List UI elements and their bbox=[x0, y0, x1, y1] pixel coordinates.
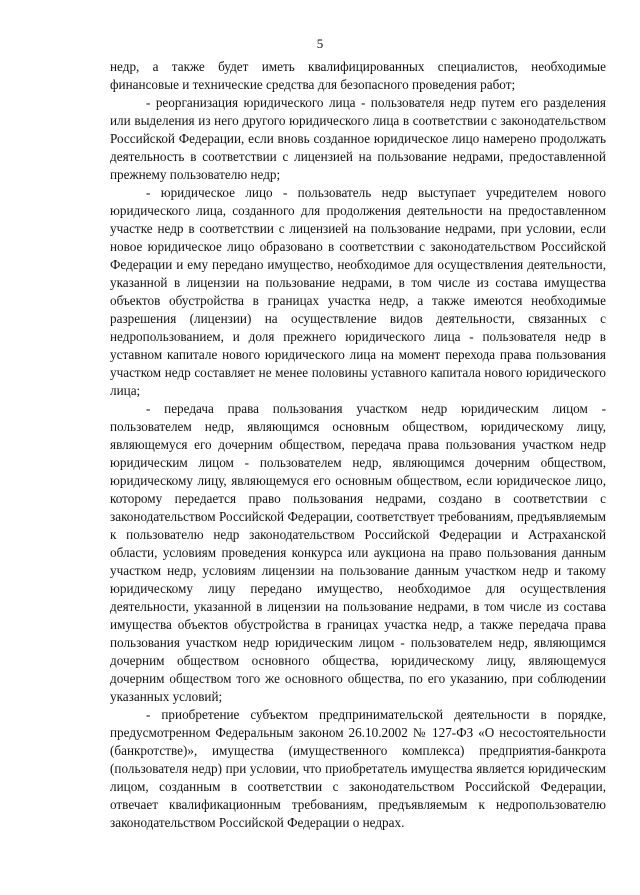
paragraph-founder: - юридическое лицо - пользователь недр выступает учредителем нового юридического лица, созданного для продолжения деятельности на предоставленном участке недр в соответствии с лицензией на пользование недрами, при условии, если новое юридическое лицо образовано в соответствии с законодательством Российской Федерации и ему передано имущество, необходимое для осуществления деятельности, указанной в лицензии на пользование недрами, в том числе из состава имущества объектов обустройства в границах участка недр, а также имеются необходимые разрешения (лицензии) на осуществление видов деятельности, связанных с недропользованием, и доля прежнего юридического лица - пользователя недр в уставном капитале нового юридического лица на момент перехода права пользования участком недр составляет не менее половины уставного капитала нового юридического лица; bbox=[110, 185, 606, 398]
paragraph-reorganization: - реорганизация юридического лица - пользователя недр путем его разделения или выделения из него другого юридического лица в соответствии с законодательством Российской Федерации, если вновь созданное юридическое лицо намерено продолжать деятельность в соответствии с лицензией на пользование недрами, предоставленной прежнему пользователю недр; bbox=[110, 95, 606, 182]
page-number: 5 bbox=[316, 36, 324, 51]
paragraph-continuation: недр, а также будет иметь квалифицированных специалистов, необходимые финансовые и технические средства для безопасного проведения работ; bbox=[110, 59, 606, 92]
paragraph-bankruptcy: - приобретение субъектом предпринимательской деятельности в порядке, предусмотренном Федеральным законом 26.10.2002 № 127-ФЗ «О несостоятельности (банкротстве)», имущества (имущественного комплекса) предприятия-банкрота (пользователя недр) при условии, что приобретатель имущества является юридическим лицом, созданным в соответствии с законодательством Российской Федерации, отвечает квалификационным требованиям, предъявляемым к недропользователю законодательством Российской Федерации о недрах. bbox=[110, 707, 606, 830]
document-body bbox=[110, 58, 606, 832]
paragraph-transfer: - передача права пользования участком недр юридическим лицом - пользователем недр, являющимся основным обществом, юридическому лицу, являющемуся его дочерним обществом, передача права пользования участком недр юридическим лицом - пользователем недр, являющимся дочерним обществом, юридическому лицу, являющемуся его основным обществом, если юридическое лицо, которому передается право пользования недрами, создано в соответствии с законодательством Российской Федерации, соответствует требованиям, предъявляемым к пользователю недр законодательством Российской Федерации и Астраханской области, условиям проведения конкурса или аукциона на право пользования данным участком недр, условиям лицензии на пользование данным участком недр и такому юридическому лицу передано имущество, необходимое для осуществления деятельности, указанной в лицензии на пользование недрами, в том числе из состава имущества объектов обустройства в границах участка недр, а также передача права пользования участком недр юридическим лицом - пользователем недр, являющимся дочерним обществом основного общества, юридическому лицу, являющемуся дочерним обществом того же основного общества, по его указанию, при соблюдении указанных условий; bbox=[110, 401, 606, 704]
